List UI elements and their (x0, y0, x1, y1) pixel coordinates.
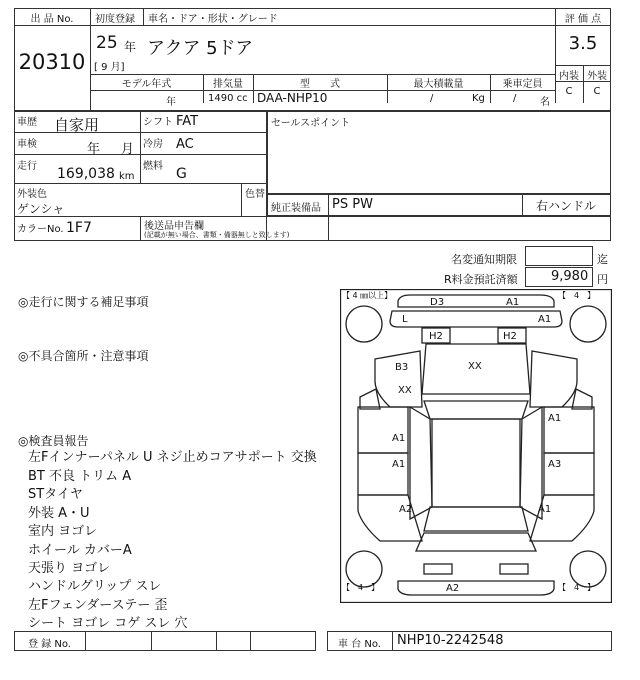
first-reg-year: 25 (96, 33, 118, 53)
ac-value: AC (176, 137, 194, 152)
tire-rr-label: 【 4 】 (558, 583, 596, 592)
score-label: 評 価 点 (564, 14, 602, 25)
mark-left-door-front-a1: A1 (392, 433, 406, 444)
driving-heading: ◎走行に関する補足事項 (18, 295, 149, 309)
recycle-value: 9,980 (551, 269, 589, 284)
wheel-front-left (346, 306, 382, 342)
inspector-line: 左Fインナーパネル U ネジ止めコアサポート 交換 (28, 450, 317, 465)
taillight-left (424, 564, 452, 574)
mark-right-rear-a1: A1 (538, 504, 552, 515)
right-front-fender (530, 351, 577, 407)
later-docs-note: (記載が無い場合、書類・備器無しと致します) (144, 231, 290, 239)
defects-heading: ◎不具合箇所・注意事項 (18, 349, 149, 363)
max-load-unit: Kg (472, 93, 485, 104)
equipment-label: 純正装備品 (271, 203, 321, 214)
tire-fl-label: 【 4 ㎜以上】 (342, 291, 393, 300)
name-change-label: 名変通知期限 (451, 253, 517, 266)
rear-window (424, 507, 528, 531)
steering-value: 右ハンドル (536, 199, 597, 213)
trunk (416, 533, 536, 551)
exterior-label: 外装 (587, 71, 607, 82)
mark-front-bumper-d3: D3 (430, 297, 445, 308)
color-no: 1F7 (66, 220, 92, 236)
mark-fender-xx: XX (398, 385, 412, 396)
wheel-rear-right (570, 551, 606, 587)
inspector-line: BT 不良 トリム A (28, 469, 132, 484)
car-name-label: 車名・ドア・形状・グレード (148, 14, 278, 25)
rear-bumper (398, 581, 554, 595)
mark-headlamp-h2-left: H2 (429, 331, 443, 342)
inspector-line: STタイヤ (28, 487, 83, 502)
inspection-label: 車検 (17, 139, 37, 150)
wheel-rear-left (346, 551, 382, 587)
car-name: アクア 5ドア (147, 38, 254, 59)
shift-label: シフト (143, 117, 173, 128)
interior-grade: C (565, 86, 573, 97)
first-reg-label: 初度登録 (95, 14, 135, 25)
reg-no-label: 登 録 No. (28, 639, 71, 650)
inspector-heading: ◎検査員報告 (18, 434, 89, 448)
mark-right-fender-a1: A1 (548, 413, 562, 424)
mark-left-rear-a2: A2 (399, 504, 413, 515)
shift-value: FAT (176, 114, 199, 129)
inspection-month: 月 (121, 142, 135, 157)
inspector-line: ハンドルグリップ スレ (28, 579, 162, 594)
inspector-line: ホイール カバーA (28, 543, 132, 558)
inspector-line: 天張り ヨゴレ (28, 561, 111, 576)
max-load-label: 最大積載量 (413, 79, 464, 90)
capacity-label: 乗車定員 (502, 79, 543, 90)
mark-left-door-rear-a1: A1 (392, 459, 406, 470)
inspector-line: 外装 A・U (28, 506, 90, 521)
chassis-value: NHP10-2242548 (397, 633, 504, 648)
hood-front (390, 311, 562, 327)
mark-front-bumper-a1: A1 (506, 297, 520, 308)
max-load-slash: / (430, 93, 434, 104)
mark-hood-xx: XX (468, 361, 482, 372)
model-year-unit: 年 (166, 97, 176, 108)
car-diagram (340, 289, 612, 603)
interior-label: 内装 (559, 71, 579, 82)
color-value: ゲンシャ (17, 202, 65, 216)
type-value: DAA-NHP10 (257, 91, 328, 105)
right-side-glass (520, 407, 542, 519)
left-front-fender (375, 351, 422, 407)
diagram-frame (341, 290, 612, 603)
mark-hood-front-a1: A1 (538, 314, 552, 325)
left-front-door (358, 407, 408, 453)
mark-rear-bumper-a2: A2 (446, 583, 460, 594)
chassis-label: 車 台 No. (338, 639, 381, 650)
score-value: 3.5 (568, 33, 598, 54)
history-value: 自家用 (54, 116, 100, 134)
inspector-line: 左Fフェンダーステー 歪 (28, 598, 168, 613)
history-label: 車歴 (17, 117, 37, 128)
model-year-label: モデル年式 (121, 79, 172, 90)
recycle-label: R料金預託済額 (444, 273, 518, 286)
inspection-year: 年 (87, 142, 101, 157)
mileage-label: 走行 (17, 161, 37, 172)
mark-headlight-l: L (402, 314, 408, 325)
later-docs-label: 後送品申告欄 (144, 221, 204, 232)
fuel-value: G (176, 166, 187, 182)
fuel-label: 燃料 (143, 161, 163, 172)
first-reg-year-unit: 年 (124, 40, 137, 54)
tire-fr-label: 【 4 】 (558, 291, 596, 300)
lot-no: 20310 (18, 50, 86, 74)
mileage-unit: km (119, 171, 135, 182)
inspector-line: 室内 ヨゴレ (28, 524, 98, 539)
mark-right-door-a3: A3 (548, 459, 562, 470)
first-reg-month: [ 9 月] (94, 62, 125, 73)
color-no-label: カラーNo. (17, 224, 64, 235)
inspector-line: シート ヨゴレ コゲ スレ 穴 (28, 616, 188, 631)
equipment-value: PS PW (332, 197, 373, 212)
wheel-front-right (570, 306, 606, 342)
roof (432, 419, 520, 507)
displacement-label: 排気量 (213, 79, 243, 90)
name-change-box (525, 246, 593, 266)
capacity-unit: 名 (540, 97, 550, 108)
type-label: 型 式 (300, 79, 340, 90)
capacity-slash: / (513, 93, 517, 104)
color-label: 外装色 (17, 189, 47, 200)
taillight-right (500, 564, 528, 574)
name-change-unit: 迄 (597, 253, 608, 266)
lot-no-label: 出 品 No. (30, 14, 74, 25)
front-bumper (398, 295, 554, 307)
mirror-right (572, 389, 592, 409)
exterior-grade: C (593, 86, 601, 97)
mileage-value: 169,038 (57, 166, 115, 182)
color-change-label: 色替 (245, 189, 265, 200)
mark-fender-b3: B3 (395, 362, 409, 373)
mark-headlamp-h2-right: H2 (503, 331, 517, 342)
sales-point-label: セールスポイント (271, 118, 351, 129)
displacement: 1490 cc (208, 93, 248, 104)
mirror-left (360, 389, 380, 409)
recycle-unit: 円 (597, 273, 608, 286)
tire-rl-label: 【 4 】 (342, 583, 380, 592)
windshield (424, 401, 528, 419)
ac-label: 冷房 (143, 139, 163, 150)
left-side-glass (410, 407, 432, 519)
